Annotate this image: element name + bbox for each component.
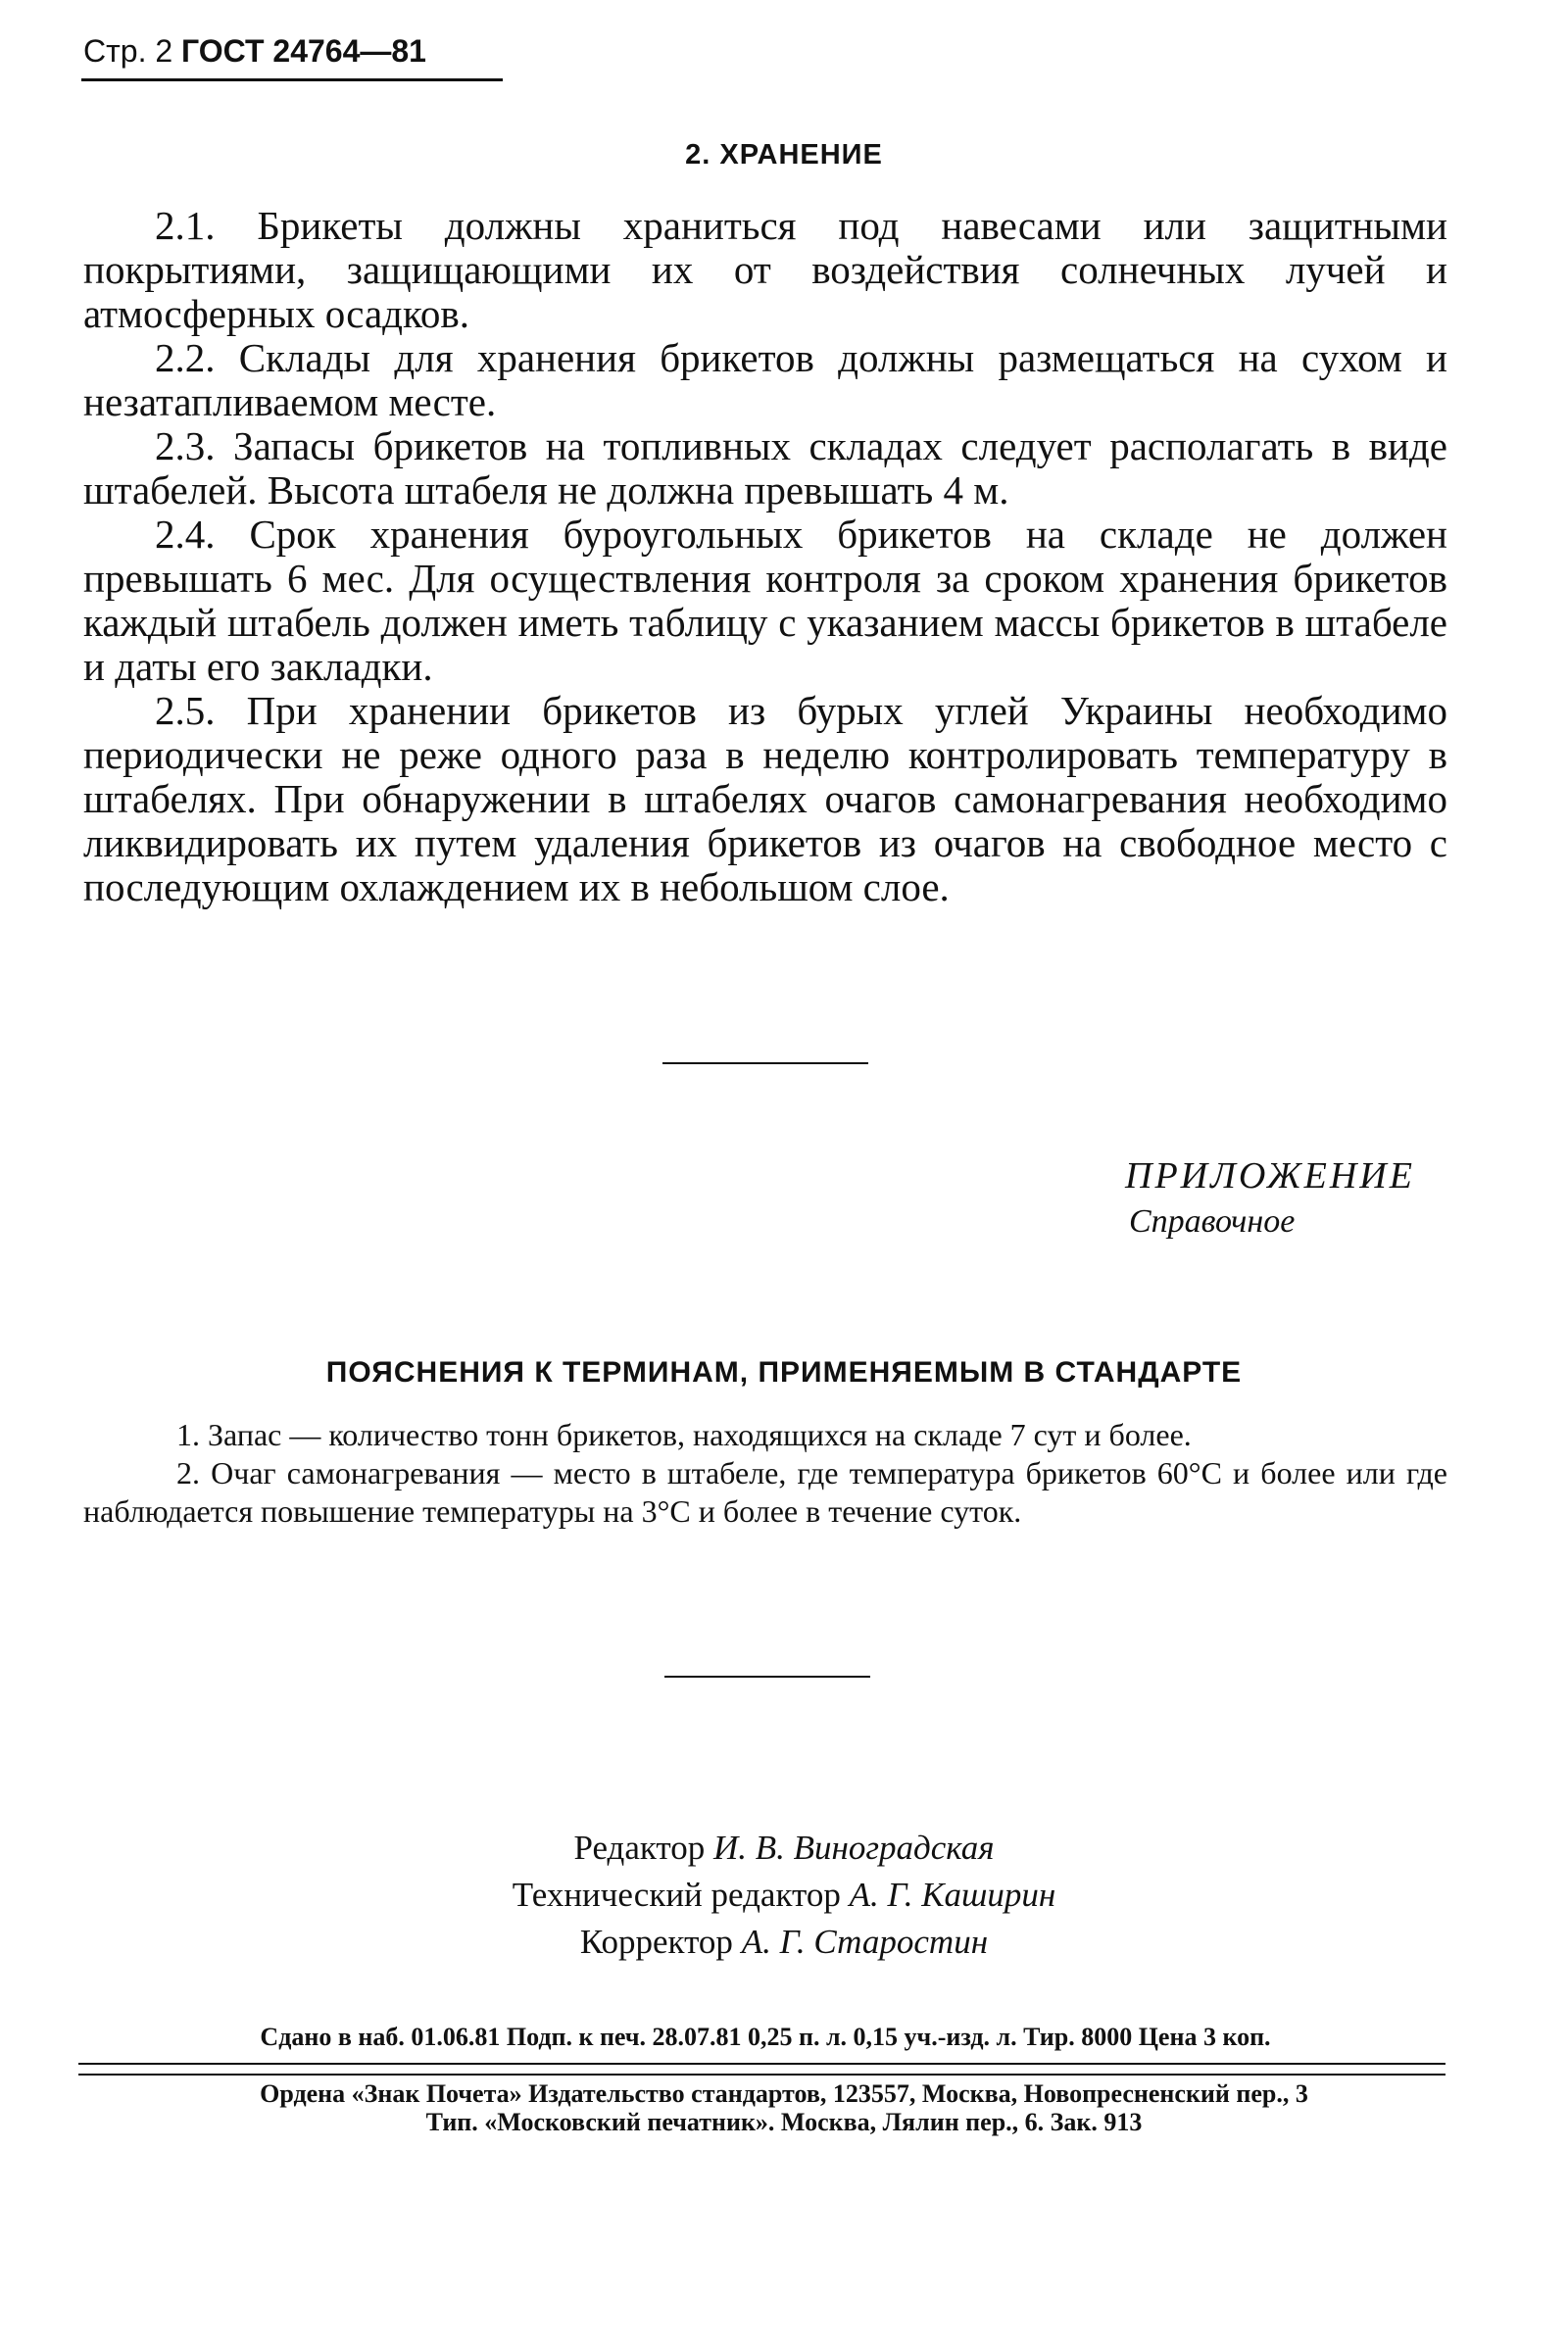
- section-body: [83, 204, 1447, 909]
- clause-2-4: 2.4. Срок хранения буроугольных брикетов на складе не должен превышать 6 мес. Для осуществления контроля за сроком хранения брикетов каждый штабель должен иметь таблицу с указанием массы брикетов в штабеле и даты его закладки.: [83, 512, 1447, 689]
- terms-heading: ПОЯСНЕНИЯ К ТЕРМИНАМ, ПРИМЕНЯЕМЫМ В СТАНДАРТЕ: [325, 1356, 1243, 1389]
- section-heading: 2. ХРАНЕНИЕ: [685, 139, 883, 171]
- credit-role: Технический редактор: [512, 1876, 841, 1914]
- publisher-line: Ордена «Знак Почета» Издательство стандартов, 123557, Москва, Новопресненский пер., 3: [260, 2079, 1308, 2108]
- imprint-print-data: Сдано в наб. 01.06.81 Подп. к печ. 28.07.81 0,25 п. л. 0,15 уч.-изд. л. Тир. 8000 Цена 3 коп.: [260, 2023, 1271, 2051]
- credits: [0, 1825, 1568, 1966]
- credit-tech-editor: [0, 1872, 1568, 1919]
- terms-list: [83, 1416, 1447, 1531]
- standard-number: ГОСТ 24764—81: [181, 33, 426, 69]
- running-header: [83, 31, 426, 71]
- clause-2-3: 2.3. Запасы брикетов на топливных складах следует располагать в виде штабелей. Высота штабеля не должна превышать 4 м.: [83, 423, 1447, 513]
- clause-2-5: 2.5. При хранении брикетов из бурых углей Украины необходимо периодически не реже одного раза в неделю контролировать температуру в штабелях. При обнаружении в штабелях очагов самонагревания необходимо ликвидировать их путем удаления брикетов из очагов на свободное место с последующим охлаждением их в небольшом слое.: [83, 688, 1447, 909]
- page-label: Стр. 2: [83, 33, 173, 69]
- header-rule: [81, 78, 503, 81]
- credit-corrector: [0, 1919, 1568, 1966]
- divider: [664, 1676, 870, 1678]
- imprint-publisher: [0, 2079, 1568, 2136]
- term-item: 1. Запас — количество тонн брикетов, находящихся на складе 7 сут и более.: [176, 1417, 1192, 1452]
- credit-editor: [0, 1825, 1568, 1872]
- appendix-note: Справочное: [1129, 1203, 1296, 1240]
- credit-role: Редактор: [573, 1829, 706, 1867]
- imprint-rule: [78, 2063, 1446, 2065]
- printer-line: Тип. «Московский печатник». Москва, Лялин пер., 6. Зак. 913: [425, 2108, 1143, 2136]
- clause-2-2: 2.2. Склады для хранения брикетов должны размещаться на сухом и незатапливаемом месте.: [83, 335, 1447, 424]
- imprint-rule: [78, 2074, 1446, 2076]
- credit-name: И. В. Виноградская: [712, 1829, 995, 1867]
- divider: [662, 1062, 868, 1064]
- appendix-title: ПРИЛОЖЕНИЕ: [1125, 1155, 1415, 1197]
- credit-name: А. Г. Каширин: [849, 1876, 1056, 1914]
- term-item: 2. Очаг самонагревания — место в штабеле, где температура брикетов 60°С и более или где наблюдается повышение температуры на 3°С и более в течение суток.: [83, 1455, 1447, 1529]
- clause-2-1: 2.1. Брикеты должны храниться под навесами или защитными покрытиями, защищающими их от воздействия солнечных лучей и атмосферных осадков.: [83, 203, 1447, 336]
- credit-role: Корректор: [579, 1923, 733, 1961]
- credit-name: А. Г. Старостин: [741, 1923, 989, 1961]
